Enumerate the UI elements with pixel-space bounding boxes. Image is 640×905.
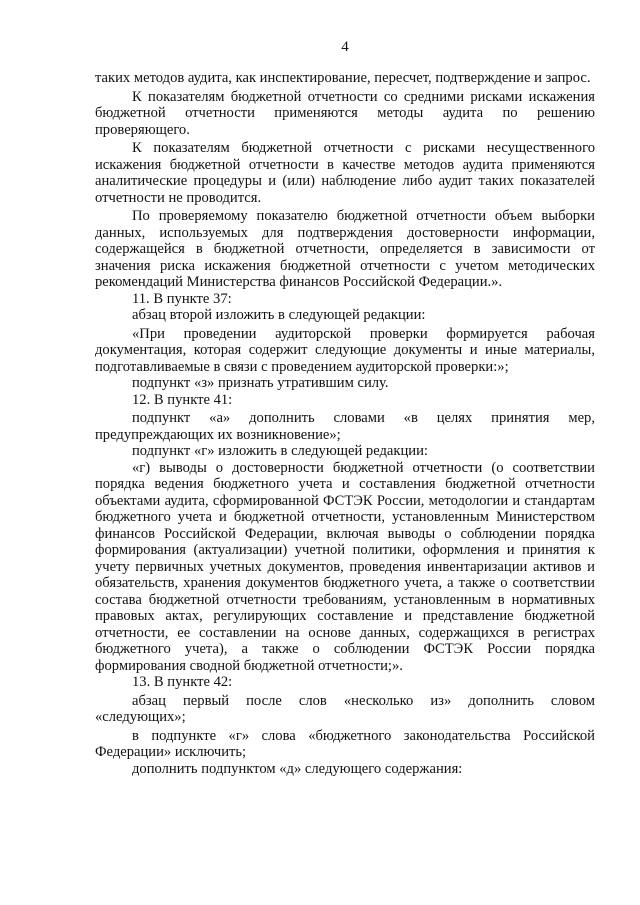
paragraph-insignificant-risk: К показателям бюджетной отчетности с рисками несущественного искажения бюджетной отчетности в качестве методов аудита применяются аналитические процедуры и (или) наблюдение либо аудит таких показателей отчетности не проводится. [95, 140, 595, 206]
item-11-paragraph-2: абзац второй изложить в следующей редакции: [132, 307, 426, 323]
paragraph-sample-volume: По проверяемому показателю бюджетной отчетности объем выборки данных, используемых для подтверждения достоверности информации, содержащейся в бюджетной отчетности, определяется в зависимости от значения риска искажения бюджетной отчетности с учетом методических рекомендаций Министерства финансов Российской Федерации.». [95, 208, 595, 290]
item-12-heading: 12. В пункте 41: [132, 391, 233, 408]
item-12-subitem-a: подпункт «а» дополнить словами «в целях принятия мер, предупреждающих их возникновение»; [95, 410, 595, 443]
paragraph-continuation: таких методов аудита, как инспектирование, пересчет, подтверждение и запрос. [95, 70, 591, 86]
item-11-heading: 11. В пункте 37: [132, 290, 232, 307]
paragraph-medium-risk: К показателям бюджетной отчетности со средними рисками искажения бюджетной отчетности применяются методы аудита по решению проверяющего. [95, 88, 595, 138]
item-11-subitem-z: подпункт «з» признать утратившим силу. [132, 375, 389, 391]
item-11-new-wording: «При проведении аудиторской проверки формируется рабочая документация, которая содержит следующие документы и иные материалы, подготавливаемые в связи с проведением аудиторской проверки:»; [95, 325, 595, 375]
item-13-heading: 13. В пункте 42: [132, 674, 233, 690]
item-13-paragraph-1: абзац первый после слов «несколько из» дополнить словом «следующих»; [95, 692, 595, 725]
item-12-subitem-g-intro: подпункт «г» изложить в следующей редакции: [132, 443, 428, 459]
item-13-add-subitem-d: дополнить подпунктом «д» следующего содержания: [132, 760, 463, 777]
item-12-subitem-g-text: «г) выводы о достоверности бюджетной отчетности (о соответствии порядка ведения бюджетного учета и составления бюджетной отчетности объектами аудита, сформированной ФСТЭК России, методологии и стандартам бюджетного учета и бюджетной отчетности, установленным Министерством финансов Российской Федерации, включая выводы о соблюдении порядка формирования (актуализации) учетной политики, оформления и принятия к учету первичных учетных документов, проведения инвентаризации активов и обязательств, хранения документов бюджетного учета, а также о соответствии состава бюджетной отчетности требованиям, установленным в нормативных правовых актах, регулирующих составление и представление бюджетной отчетности, ее составлении на основе данных, содержащихся в регистрах бюджетного учета), а также о соблюдении ФСТЭК России порядка формирования сводной бюджетной отчетности;». [95, 459, 595, 674]
page-number: 4 [341, 39, 349, 55]
item-13-subitem-g: в подпункте «г» слова «бюджетного законодательства Российской Федерации» исключить; [95, 727, 595, 760]
